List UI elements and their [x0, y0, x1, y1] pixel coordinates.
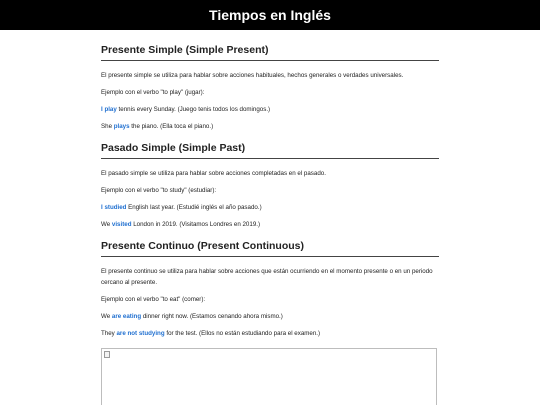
- example-line: She plays the piano. (Ella toca el piano.): [101, 123, 214, 130]
- broken-image-icon: [104, 351, 110, 358]
- example-line: I studied English last year. (Estudié inglés el año pasado.): [101, 204, 262, 211]
- section-title: Presente Simple (Simple Present): [101, 44, 439, 61]
- example-line: They are not studying for the test. (Ellos no están estudiando para el examen.): [101, 330, 321, 337]
- verb-highlight: I studied: [101, 204, 127, 211]
- verb-highlight: visited: [111, 221, 132, 228]
- example-intro: Ejemplo con el verbo "to study" (estudiar):: [101, 187, 217, 194]
- section-title: Pasado Simple (Simple Past): [101, 142, 439, 159]
- section-present-simple: [101, 44, 439, 132]
- image-placeholder: [101, 348, 437, 405]
- section-description: El presente simple se utiliza para hablar sobre acciones habituales, hechos generales o verdades universales.: [101, 72, 404, 79]
- page-header: [0, 0, 540, 30]
- example-line: We visited London in 2019. (Visitamos Londres en 2019.): [101, 221, 261, 228]
- section-past-simple: [101, 142, 439, 230]
- example-intro: Ejemplo con el verbo "to eat" (comer):: [101, 296, 206, 303]
- section-description: El pasado simple se utiliza para hablar sobre acciones completadas en el pasado.: [101, 170, 326, 177]
- verb-highlight: I play: [101, 106, 117, 113]
- section-description: El presente continuo se utiliza para hablar sobre acciones que están ocurriendo en el momento presente o en un periodo cercano al presente.: [101, 268, 433, 286]
- verb-highlight: plays: [113, 123, 130, 130]
- section-present-continuous: [101, 240, 439, 339]
- example-line: We are eating dinner right now. (Estamos cenando ahora mismo.): [101, 313, 283, 320]
- verb-highlight: are eating: [111, 313, 142, 320]
- section-title: Presente Continuo (Present Continuous): [101, 240, 439, 257]
- example-intro: Ejemplo con el verbo "to play" (jugar):: [101, 89, 205, 96]
- example-line: I play tennis every Sunday. (Juego tenis todos los domingos.): [101, 106, 271, 113]
- page-title: Tiempos en Inglés: [209, 7, 331, 23]
- main-content: [101, 30, 439, 405]
- verb-highlight: are not studying: [116, 330, 165, 337]
